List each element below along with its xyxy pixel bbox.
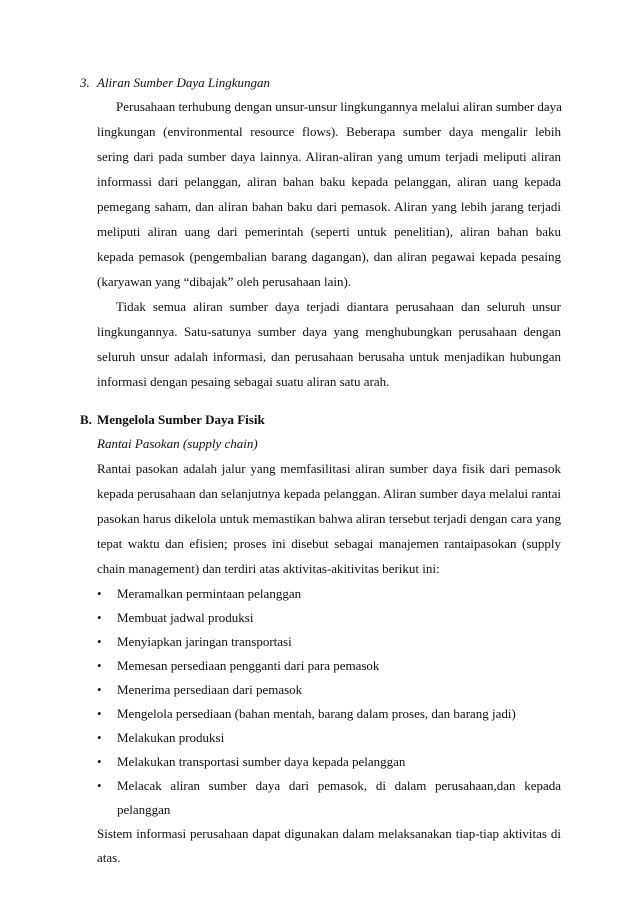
list-item: Menyiapkan jaringan transportasi <box>117 634 292 649</box>
paragraph-line: lingkungan (environmental resource flows). Beberapa sumber daya mengalir lebih <box>97 124 561 139</box>
paragraph-line: (karyawan yang “dibajak” oleh perusahaan lain). <box>97 274 352 289</box>
section-number: 3. <box>80 75 90 90</box>
paragraph-line: sering dari pada sumber daya lainnya. Aliran-aliran yang umum terjadi meliputi aliran <box>97 149 561 164</box>
paragraph-line: pemegang saham, dan aliran bahan baku dari pemasok. Aliran yang lebih jarang terjadi <box>97 199 561 214</box>
paragraph-line: lingkungannya. Satu-satunya sumber daya yang menghubungkan perusahaan dengan <box>97 324 561 339</box>
paragraph-line: Sistem informasi perusahaan dapat digunakan dalam melaksanakan tiap-tiap aktivitas di <box>97 826 561 841</box>
bullet-icon: • <box>97 610 102 625</box>
list-item: Melakukan transportasi sumber daya kepada pelanggan <box>117 754 406 769</box>
paragraph-line: Rantai pasokan adalah jalur yang memfasilitasi aliran sumber daya fisik dari pemasok <box>97 461 561 476</box>
list-item: Menerima persediaan dari pemasok <box>117 682 303 697</box>
bullet-icon: • <box>97 586 102 601</box>
bullet-icon: • <box>97 682 102 697</box>
paragraph-line: kepada pemasok (pengembalian barang dagangan), dan aliran pegawai kepada pesaing <box>97 249 561 264</box>
section-heading: Mengelola Sumber Daya Fisik <box>97 412 265 427</box>
subheading: Rantai Pasokan (supply chain) <box>97 436 258 451</box>
paragraph-line: meliputi aliran uang dari pemerintah (seperti untuk penelitian), aliran bahan baku <box>97 224 561 239</box>
paragraph-line: kepada perusahaan dan selanjutnya kepada pelanggan. Aliran sumber daya melalui rantai <box>97 486 561 501</box>
paragraph-line: informasi dengan pesaing sebagai suatu aliran satu arah. <box>97 374 390 389</box>
bullet-icon: • <box>97 730 102 745</box>
list-item: Memesan persediaan pengganti dari para pemasok <box>117 658 380 673</box>
paragraph-line: informassi dari pelanggan, aliran bahan baku kepada pelanggan, aliran uang kepada <box>97 174 561 189</box>
list-item-continuation: pelanggan <box>117 802 171 817</box>
paragraph-line: atas. <box>97 850 121 865</box>
list-item: Mengelola persediaan (bahan mentah, barang dalam proses, dan barang jadi) <box>117 706 516 721</box>
bullet-icon: • <box>97 754 102 769</box>
paragraph-line: Tidak semua aliran sumber daya terjadi diantara perusahaan dan seluruh unsur <box>116 299 561 314</box>
list-item: Melacak aliran sumber daya dari pemasok, di dalam perusahaan,dan kepada <box>117 778 561 793</box>
paragraph-line: pasokan harus dikelola untuk memastikan bahwa aliran tersebut terjadi dengan cara yang <box>97 511 561 526</box>
paragraph-line: seluruh unsur adalah informasi, dan perusahaan berusaha untuk menjadikan hubungan <box>97 349 561 364</box>
bullet-icon: • <box>97 706 102 721</box>
paragraph-line: chain management) dan terdiri atas aktivitas-akitivitas berikut ini: <box>97 561 440 576</box>
paragraph-line: tepat waktu dan efisien; proses ini disebut sebagai manajemen rantaipasokan (supply <box>97 536 561 551</box>
bullet-icon: • <box>97 778 102 793</box>
bullet-icon: • <box>97 634 102 649</box>
list-item: Melakukan produksi <box>117 730 225 745</box>
bullet-icon: • <box>97 658 102 673</box>
list-item: Meramalkan permintaan pelanggan <box>117 586 302 601</box>
section-letter: B. <box>80 412 92 427</box>
list-item: Membuat jadwal produksi <box>117 610 254 625</box>
paragraph-line: Perusahaan terhubung dengan unsur-unsur lingkungannya melalui aliran sumber daya <box>116 99 562 114</box>
section-heading: Aliran Sumber Daya Lingkungan <box>97 75 270 90</box>
